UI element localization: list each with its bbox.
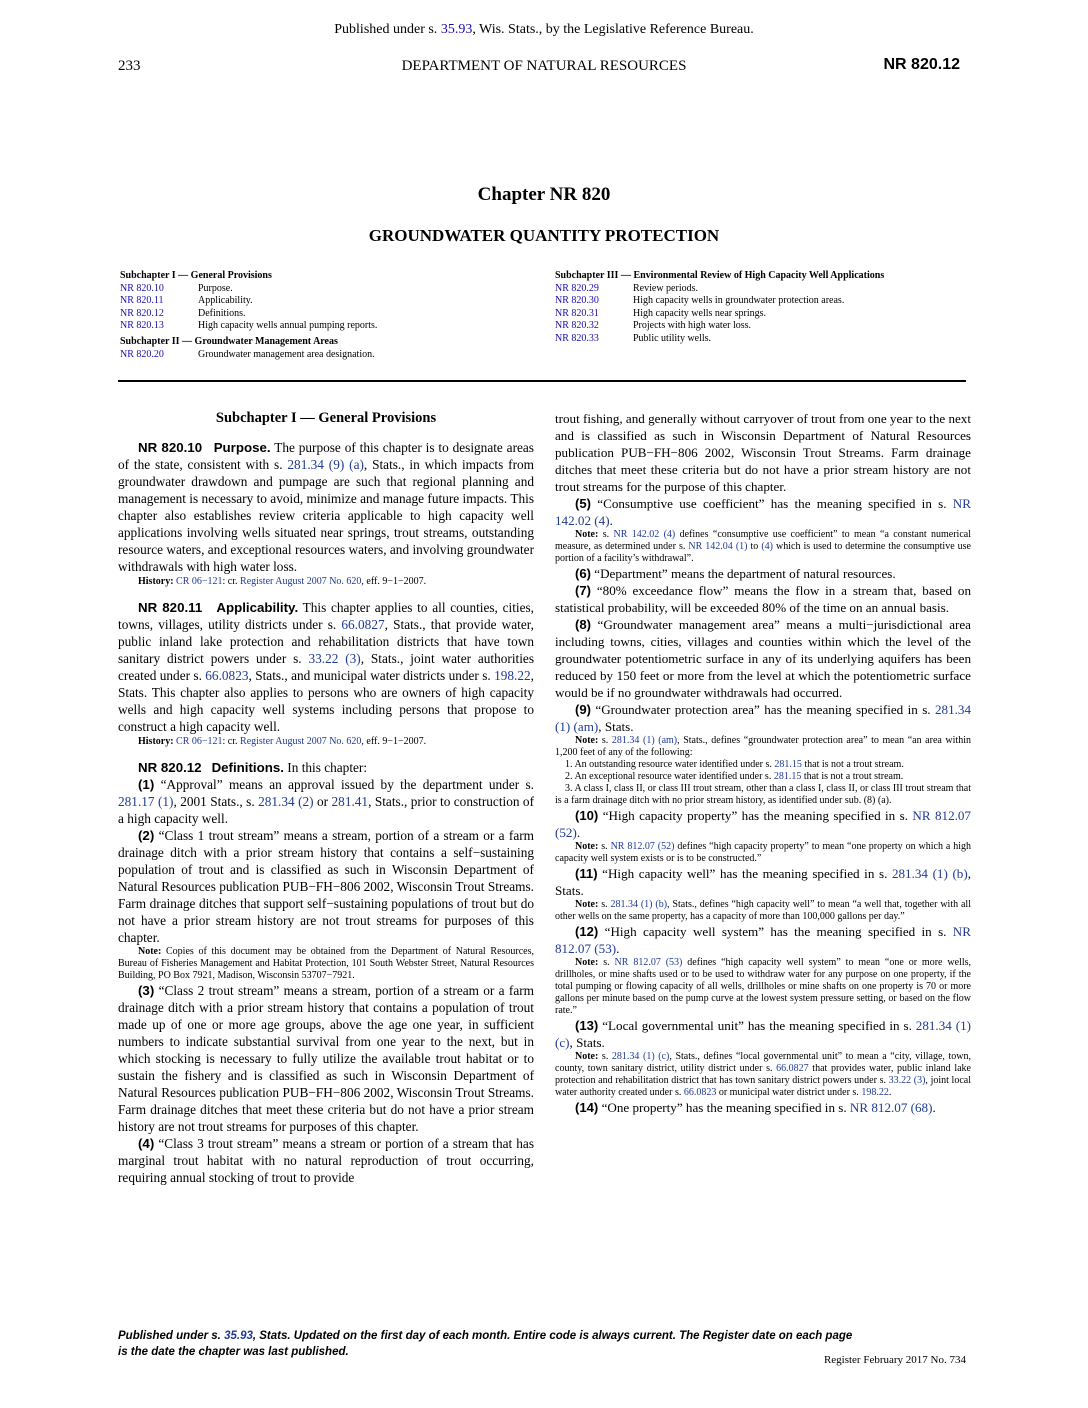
note: Note: s. 281.34 (1) (c), Stats., defines “local governmental unit” to mean a “city, village, town, county, town sanitary district, utility district under s. 66.0827 that provides water, public inland lake protection and rehabilitation district that has town sanitary district powers under s. 33.22 (3), joint local water authority created under s. 66.0823 or municipal water district under s. 198.22.: [555, 1051, 971, 1098]
statute-link[interactable]: 66.0823: [683, 1087, 717, 1098]
statute-link[interactable]: NR 142.04 (1): [688, 541, 748, 552]
toc-link[interactable]: NR 820.20: [120, 348, 164, 360]
statute-link[interactable]: 281.15: [774, 759, 802, 770]
toc-link[interactable]: NR 820.13: [120, 320, 164, 332]
statute-link[interactable]: 281.34 (1) (c): [611, 1051, 670, 1062]
divider: [118, 380, 966, 382]
definition-1: (1) “Approval” means an approval issued by the department under s. 281.17 (1), 2001 Stats., s. 281.34 (2) or 281.41, Stats., prior to construction of a high capacity well.: [118, 777, 535, 826]
toc-link[interactable]: NR 820.31: [555, 307, 599, 319]
toc-item: NR 820.10 Purpose.: [120, 282, 233, 294]
published-notice: Published under s. 35.93, Wis. Stats., by the Legislative Reference Bureau.: [334, 22, 754, 37]
definition-12: (12) “High capacity well system” has the meaning specified in s. NR 812.07 (53).: [555, 924, 971, 956]
statute-link[interactable]: 281.34 (1) (b): [610, 899, 668, 910]
statute-link[interactable]: 281.34 (1) (b): [891, 866, 968, 881]
right-column: [555, 410, 971, 1116]
statute-link[interactable]: NR 812.07 (52): [610, 841, 675, 852]
section-purpose: NR 820.10 Purpose. The purpose of this chapter is to designate areas of the state, consistent with s. 281.34 (9) (a), Stats., in which impacts from groundwater drawdown and pumpage are such that regional planning and management is necessary to avoid, minimize and manage future impacts. This chapter also establishes review criteria applicable to high capacity well applications involving wells situated near springs, trout streams, outstanding resource waters, and exceptional resources waters, and involving groundwater withdrawals with high water loss.: [118, 440, 534, 574]
definition-10: (10) “High capacity property” has the meaning specified in s. NR 812.07 (52).: [555, 808, 971, 840]
definition-5: (5) “Consumptive use coefficient” has the meaning specified in s. NR 142.02 (4).: [555, 496, 971, 528]
toc-link[interactable]: NR 820.30: [555, 295, 599, 307]
toc-link[interactable]: NR 820.33: [555, 332, 599, 344]
statute-link[interactable]: (4): [761, 541, 773, 552]
page-number: 233: [118, 58, 141, 74]
toc-item: NR 820.32 Projects with high water loss.: [555, 320, 752, 332]
history-note: History: CR 06−121: cr. Register August 2007 No. 620, eff. 9−1−2007.: [138, 576, 427, 587]
definition-13: (13) “Local governmental unit” has the meaning specified in s. 281.34 (1) (c), Stats.: [555, 1018, 971, 1050]
statute-link[interactable]: 198.22: [861, 1087, 889, 1098]
definition-4: (4) “Class 3 trout stream” means a stream or portion of a stream that has marginal trout habitat with no natural reproduction of trout occurring, requiring annual stocking of trout to provide: [118, 1136, 534, 1185]
toc-link[interactable]: NR 820.12: [120, 307, 164, 319]
register-link[interactable]: Register August 2007 No. 620: [240, 736, 362, 747]
history-link[interactable]: CR 06−121: [176, 576, 223, 587]
register-date: Register February 2017 No. 734: [823, 1354, 966, 1366]
toc-item: NR 820.29 Review periods.: [555, 282, 698, 294]
toc-link[interactable]: NR 820.10: [120, 282, 164, 294]
left-column: [118, 410, 534, 1186]
definition-8: (8) “Groundwater management area” means a multi−jurisdictional area including towns, cities, villages and counties within which the level of the groundwater potentiometric surface in any of its underlying aquifers has been reduced by 150 feet or more from the level at which the potentiometric surface would be if no groundwater withdrawals had occurred.: [555, 617, 971, 700]
toc-link[interactable]: NR 820.29: [555, 282, 599, 294]
subchapter-heading: Subchapter I — General Provisions: [215, 410, 437, 426]
definition-4-continued: trout fishing, and generally without carryover of trout from one year to the next and is classified as such in Wisconsin Department of Natural Resources publication PUB−FH−806 2002, Wisconsin Trout Streams. Farm drainage ditches that meet these criteria but do not have a prior stream history are not trout streams for the purpose of this chapter.: [555, 411, 971, 494]
statute-link[interactable]: 281.34 (1) (am): [611, 735, 678, 746]
chapter-subtitle: GROUNDWATER QUANTITY PROTECTION: [368, 226, 720, 245]
definition-2: (2) “Class 1 trout stream” means a stream, portion of a stream or a farm drainage ditch with a prior stream history that contains a self−sustaining population of trout and is classified as such in Wisconsin Department of Natural Resources publication PUB−FH−806 2002, Wisconsin Trout Streams. Farm drainage ditches that support self−sustaining populations of trout but do not have a prior stream history are not trout streams for purposes of this chapter.: [118, 828, 534, 945]
toc-item: NR 820.30 High capacity wells in groundwater protection areas.: [555, 295, 845, 307]
note-list-item: 2. An exceptional resource water identified under s. 281.15 that is not a trout stream.: [565, 771, 904, 782]
statute-link[interactable]: 281.34 (2): [258, 794, 314, 809]
definition-11: (11) “High capacity well” has the meaning specified in s. 281.34 (1) (b), Stats.: [555, 866, 971, 898]
statute-link[interactable]: 281.34 (9) (a): [287, 457, 364, 472]
toc-item: NR 820.33 Public utility wells.: [555, 332, 712, 344]
statute-link[interactable]: 198.22: [494, 668, 531, 683]
statute-link[interactable]: NR 812.07 (52): [555, 808, 971, 840]
statute-link[interactable]: 281.15: [773, 771, 802, 782]
section-definitions: NR 820.12 Definitions. In this chapter:: [138, 760, 368, 775]
toc-item: NR 820.31 High capacity wells near springs.: [555, 307, 767, 319]
statute-link[interactable]: NR 142.02 (4): [613, 529, 676, 540]
statute-link[interactable]: 66.0827: [776, 1063, 809, 1074]
toc-item: NR 820.13 High capacity wells annual pumping reports.: [120, 320, 378, 332]
section-header: NR 820.12: [883, 56, 960, 73]
note-list-item: 1. An outstanding resource water identified under s. 281.15 that is not a trout stream.: [565, 759, 904, 770]
statute-link[interactable]: 33.22 (3): [888, 1075, 926, 1086]
history-note: History: CR 06−121: cr. Register August 2007 No. 620, eff. 9−1−2007.: [138, 736, 427, 747]
department-header: DEPARTMENT OF NATURAL RESOURCES: [401, 58, 687, 74]
toc-item: NR 820.20 Groundwater management area designation.: [120, 348, 375, 360]
statute-link[interactable]: 281.41: [331, 794, 369, 809]
note: Note: s. NR 812.07 (52) defines “high capacity property” to mean “one property on which a high capacity well system exists or is to be constructed.”: [555, 841, 971, 864]
toc-subchapter-3: Subchapter III — Environmental Review of High Capacity Well Applications: [555, 270, 885, 281]
statute-link[interactable]: 66.0823: [205, 668, 249, 683]
register-link[interactable]: Register August 2007 No. 620: [240, 576, 362, 587]
note: Note: Copies of this document may be obtained from the Department of Natural Resources, Bureau of Fisheries Management and Habitat Protection, 101 South Webster Street, Natural Resources Building, PO Box 7921, Madison, Wisconsin 53707−7921.: [118, 946, 534, 981]
statute-link[interactable]: 281.17 (1): [118, 794, 174, 809]
toc-item: NR 820.12 Definitions.: [120, 307, 246, 319]
definition-9: (9) “Groundwater protection area” has the meaning specified in s. 281.34 (1) (am), Stats.: [555, 702, 971, 734]
toc-right: [555, 270, 975, 346]
note: Note: s. NR 812.07 (53) defines “high capacity well system” to mean “one or more wells, drillholes, or mine shafts used or to be used to withdraw water for any purpose on one property, if the total pumping or flowing capacity of all wells, drillholes or mine shafts on one property is 70 or more gallons per minute based on the pump curve at the lowest system pressure setting, or based on the flow rate.”: [555, 957, 971, 1016]
note: Note: s. 281.34 (1) (b), Stats., defines “high capacity well” to mean “a well that, together with all other wells on the same property, has a capacity of more than 100,000 gallons per day.”: [555, 899, 971, 922]
definition-7: (7) “80% exceedance flow” means the flow in a stream that, based on statistical probability, will be exceeded 80% of the time on an annual basis.: [555, 583, 971, 615]
note: Note: s. 281.34 (1) (am), Stats., defines “groundwater protection area” to mean “an area within 1,200 feet of any of the following:: [555, 735, 971, 758]
statute-link[interactable]: NR 812.07 (53): [555, 924, 971, 956]
statute-link[interactable]: 33.22 (3): [308, 651, 361, 666]
stats-link[interactable]: 35.93: [224, 1330, 253, 1342]
statute-link[interactable]: NR 142.02 (4): [555, 496, 971, 528]
statute-link[interactable]: 66.0827: [341, 617, 385, 632]
definition-6: (6) “Department” means the department of natural resources.: [575, 566, 896, 581]
chapter-title: Chapter NR 820: [477, 184, 611, 205]
statute-link[interactable]: 281.34 (1) (am): [555, 702, 971, 734]
definition-14: (14) “One property” has the meaning specified in s. NR 812.07 (68).: [575, 1100, 936, 1115]
statute-link[interactable]: 281.34 (1) (c): [555, 1018, 971, 1050]
note: Note: s. NR 142.02 (4) defines “consumptive use coefficient” to mean “a constant numerical measure, as determined under s. NR 142.04 (1) to (4) which is used to determine the consumptive use portion of a facility’s withdrawal”.: [555, 529, 971, 564]
definition-3: (3) “Class 2 trout stream” means a stream, portion of a stream or a farm drainage ditch with a prior stream history that contains a population of trout made up of one or more age groups, above the age one year, in sufficient numbers to indicate substantial survival from one year to the next, but in which stocking is necessary to fully utilize the available trout habitat or to sustain the fishery and is classified as such in Wisconsin Department of Natural Resources publication PUB−FH−806 2002, Wisconsin Trout Streams. Farm drainage ditches that meet these criteria but do not have a prior stream history are not trout streams for purposes of this chapter.: [118, 983, 534, 1134]
toc-link[interactable]: NR 820.32: [555, 320, 599, 332]
history-link[interactable]: CR 06−121: [176, 736, 223, 747]
toc-subchapter-2: Subchapter II — Groundwater Management Areas: [120, 335, 338, 347]
section-applicability: NR 820.11 Applicability. This chapter applies to all counties, cities, towns, villages, utility districts under s. 66.0827, Stats., that provide water, public inland lake protection and rehabilitation districts that have town sanitary district powers under s. 33.22 (3), Stats., joint water authorities created under s. 66.0823, Stats., and municipal water districts under s. 198.22, Stats. This chapter also applies to persons who are owners of high capacity wells and high capacity well systems including persons that propose to construct a high capacity well.: [118, 600, 535, 734]
statute-link[interactable]: NR 812.07 (68): [849, 1100, 933, 1115]
note-list-item: 3. A class I, class II, or class III trout stream, other than a class I, class II, or class III trout stream that is a farm drainage ditch with no prior stream history, as identified under sub. (8) (a).: [555, 783, 971, 806]
footer-notice: Published under s. 35.93, Stats. Updated on the first day of each month. Entire code is always current. The Register date on each page is the date the chapter was last published.: [118, 1330, 853, 1358]
toc-item: NR 820.11 Applicability.: [120, 295, 253, 307]
toc-left: [120, 270, 540, 361]
toc-subchapter-1: Subchapter I — General Provisions: [120, 270, 272, 281]
toc-link[interactable]: NR 820.11: [120, 295, 164, 307]
statute-link[interactable]: NR 812.07 (53): [614, 957, 683, 968]
stats-link[interactable]: 35.93: [440, 22, 473, 37]
